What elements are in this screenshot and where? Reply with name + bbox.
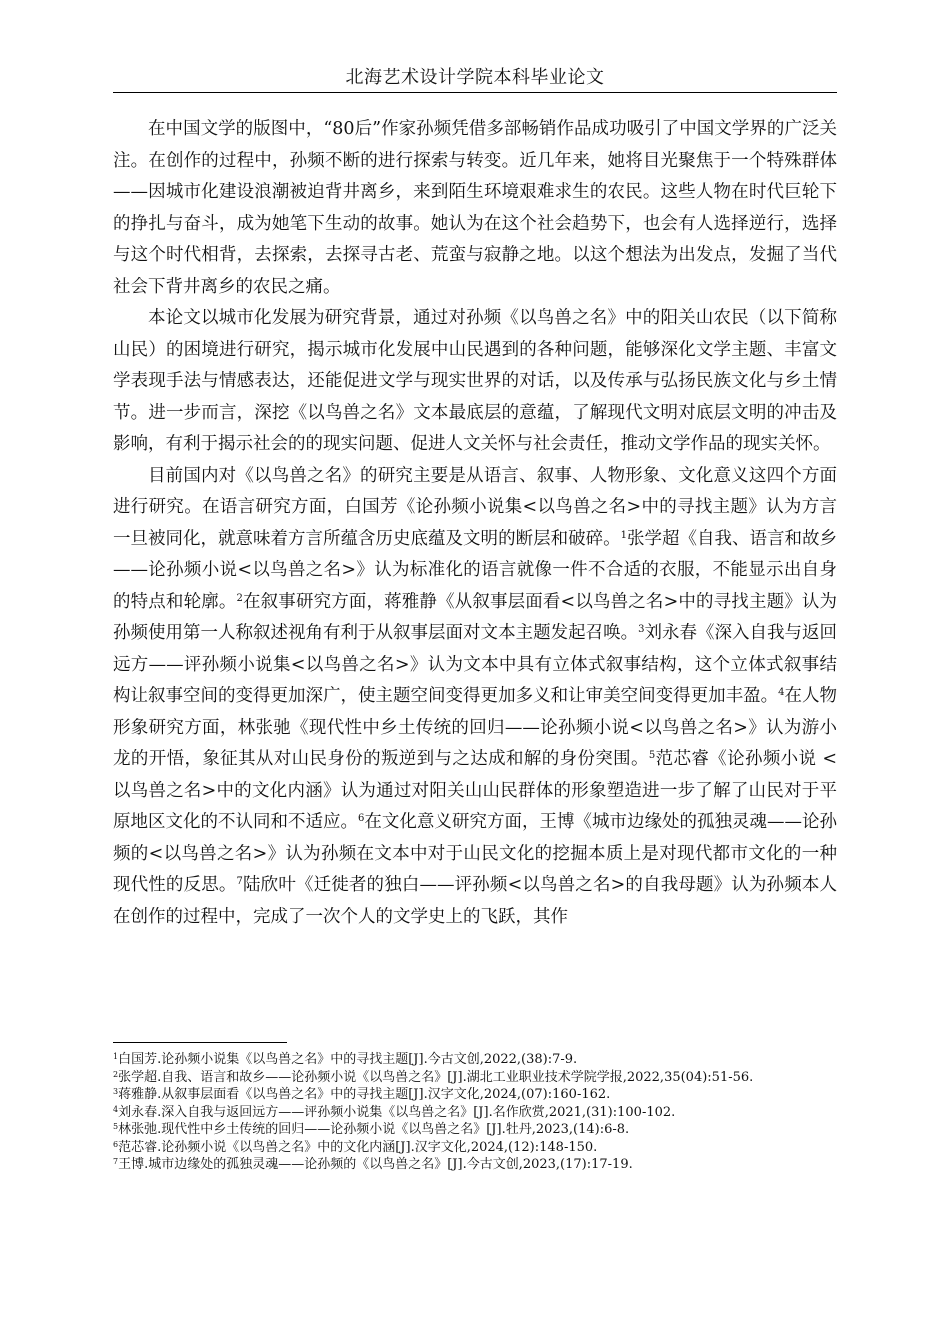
- footnote-ref[interactable]: 3: [638, 624, 645, 635]
- footnote: [113, 1139, 803, 1157]
- text-run: 目前国内对《以鸟兽之名》的研究主要是从语言、叙事、人物形象、文化意义这四个方面进行研究。在语言研究方面，白国芳《论孙频小说集<以鸟兽之名>中的寻找主题》认为方言一旦被同化，就意味着方言所蕴含历史底蕴及文明的断层和破碎。: [113, 465, 837, 549]
- footnote-text: 蒋雅静.从叙事层面看《以鸟兽之名》中的寻找主题[J].汉字文化,2024,(07):160-162.: [118, 1087, 611, 1102]
- footnote-number: 5: [113, 1122, 119, 1131]
- text-run: 刘永春《深入自我与返回远方——评孙频小说集<以鸟兽之名>》认为文本中具有立体式叙事结构，这个立体式叙事结构让叙事空间的变得更加深广，使主题空间变得更加多义和让审美空间变得更加丰盈。: [113, 623, 838, 706]
- footnote-text: 林张弛.现代性中乡土传统的回归——论孙频小说《以鸟兽之名》[J].牡丹,2023,(14):6-8.: [118, 1122, 630, 1137]
- text-run: 范芯睿《论孙频小说 <以鸟兽之名>中的文化内涵》认为通过对阳关山山民群体的形象塑造进一步了解了山民对于平原地区文化的不认同和不适应。: [113, 749, 838, 832]
- text-run: 在中国文学的版图中，“80后”作家孙频凭借多部畅销作品成功吸引了中国文学界的广泛关注。在创作的过程中，孙频不断的进行探索与转变。近几年来，她将目光聚焦于一个特殊群体——因城市化建设浪潮被迫背井离乡，来到陌生环境艰难求生的农民。这些人物在时代巨轮下的挣扎与奋斗，成为她笔下生动的故事。她认为在这个社会趋势下，也会有人选择逆行，选择与这个时代相背，去探索，去探寻古老、荒蛮与寂静之地。以这个想法为出发点，发掘了当代社会下背井离乡的农民之痛。: [113, 119, 837, 297]
- footnote-text: 张学超.自我、语言和故乡——论孙频小说《以鸟兽之名》[J].湖北工业职业技术学院学报,2022,35(04):51-56.: [118, 1069, 754, 1085]
- footnote: [113, 1051, 803, 1069]
- footnote-number: 1: [113, 1052, 119, 1061]
- footnote-text: 白国芳.论孙频小说集《以鸟兽之名》中的寻找主题[J].今古文创,2022,(38):7-9.: [118, 1052, 578, 1067]
- footnote-separator: [113, 1042, 287, 1043]
- text-run: 陆欣叶《迁徙者的独白——评孙频<以鸟兽之名>的自我母题》认为孙频本人在创作的过程中，完成了一次个人的文学史上的飞跃，其作: [113, 875, 837, 927]
- footnote-ref[interactable]: 1: [620, 529, 627, 541]
- running-header: 北海艺术设计学院本科毕业论文: [345, 67, 605, 88]
- paragraph: [113, 303, 837, 461]
- footnote-number: 2: [113, 1069, 119, 1079]
- text-run: 在人物形象研究方面，林张驰《现代性中乡土传统的回归——论孙频小说<以鸟兽之名>》认为游小龙的开悟，象征其从对山民身份的叛逆到与之达成和解的身份突围。: [113, 686, 838, 769]
- footnote-text: 王博.城市边缘处的孤独灵魂——论孙频的《以鸟兽之名》[J].今古文创,2023,(17):17-19.: [118, 1157, 633, 1172]
- footnote-text: 范芯睿.论孙频小说《以鸟兽之名》中的文化内涵[J].汉字文化,2024,(12):148-150.: [118, 1139, 598, 1155]
- footnote: [113, 1104, 803, 1122]
- text-run: 在叙事研究方面，蒋雅静《从叙事层面看<以鸟兽之名>中的寻找主题》认为孙频使用第一人称叙述视角有利于从叙事层面对文本主题发起召唤。: [113, 591, 838, 643]
- text-run: 在文化意义研究方面，王博《城市边缘处的孤独灵魂——论孙频的<以鸟兽之名>》认为孙频在文本中对于山民文化的挖掘本质上是对现代都市文化的一种现代性的反思。: [113, 812, 838, 895]
- footnote-ref[interactable]: 6: [358, 813, 365, 824]
- footnote: [113, 1086, 803, 1104]
- header-rule: [113, 92, 837, 93]
- footnotes: [113, 1051, 803, 1174]
- footnote-ref[interactable]: 7: [236, 876, 243, 887]
- footnote-number: 7: [113, 1157, 119, 1166]
- body-text: [113, 114, 837, 933]
- footnote-number: 3: [113, 1087, 119, 1096]
- footnote-ref[interactable]: 5: [648, 750, 656, 761]
- footnote-ref[interactable]: 4: [778, 687, 785, 698]
- paragraph: [113, 461, 837, 934]
- footnote-text: 刘永春.深入自我与返回远方——评孙频小说集《以鸟兽之名》[J].名作欣赏,2021,(31):100-102.: [118, 1104, 676, 1120]
- footnote: [113, 1069, 803, 1087]
- text-run: 本论文以城市化发展为研究背景，通过对孙频《以鸟兽之名》中的阳关山农民（以下简称山民）的困境进行研究，揭示城市化发展中山民遇到的各种问题，能够深化文学主题、丰富文学表现手法与情感表达，还能促进文学与现实世界的对话，以及传承与弘扬民族文化与乡土情节。进一步而言，深挖《以鸟兽之名》文本最底层的意蕴，了解现代文明对底层文明的冲击及影响，有利于揭示社会的的现实问题、促进人文关怀与社会责任，推动文学作品的现实关怀。: [113, 308, 837, 454]
- footnote: [113, 1156, 803, 1174]
- footnote-ref[interactable]: 2: [236, 592, 243, 604]
- footnote: [113, 1121, 803, 1139]
- text-run: 张学超《自我、语言和故乡——论孙频小说<以鸟兽之名>》认为标准化的语言就像一件不合适的衣服，不能显示出自身的特点和轮廓。: [113, 528, 838, 612]
- footnote-number: 4: [113, 1104, 119, 1114]
- paragraph: [113, 114, 837, 303]
- footnote-number: 6: [113, 1139, 119, 1149]
